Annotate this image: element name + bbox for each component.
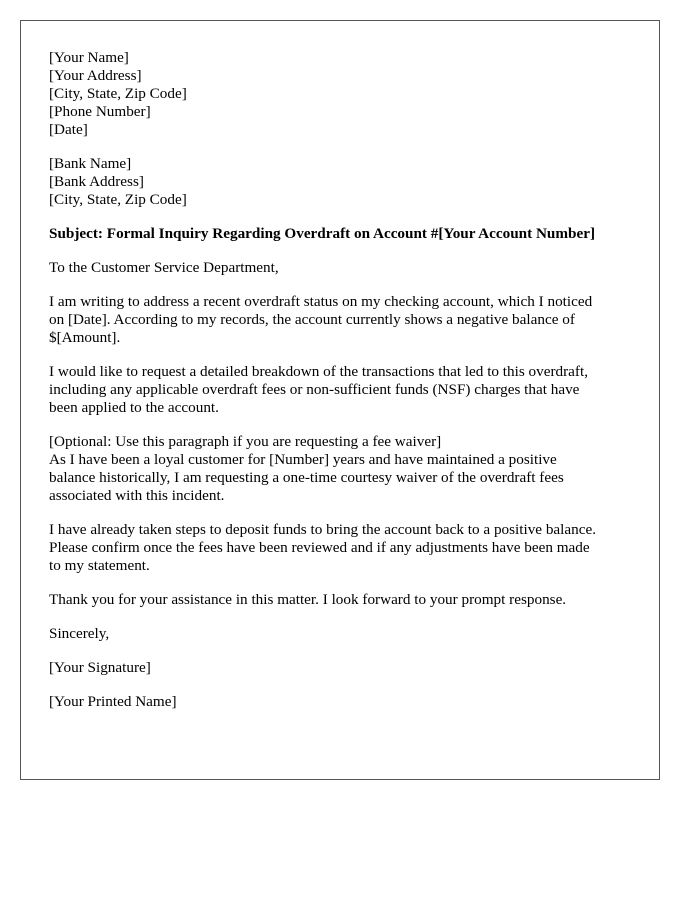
paragraph-line: Please confirm once the fees have been reviewed and if any adjustments have been made <box>49 539 590 556</box>
paragraph-overdraft-notice <box>49 293 639 347</box>
sender-name: [Your Name] <box>49 49 129 66</box>
recipient-block <box>49 155 639 209</box>
paragraph-line: Thank you for your assistance in this matter. I look forward to your prompt response. <box>49 591 567 608</box>
sender-address: [Your Address] <box>49 67 142 84</box>
paragraph-line: balance historically, I am requesting a one-time courtesy waiver of the overdraft fees <box>49 469 564 486</box>
paragraph-line: I would like to request a detailed breakdown of the transactions that led to this overdraft, <box>49 363 588 380</box>
recipient-bank-address: [Bank Address] <box>49 173 144 190</box>
sender-city-state-zip: [City, State, Zip Code] <box>49 85 187 102</box>
paragraph-fee-waiver <box>49 433 639 505</box>
paragraph-line: to my statement. <box>49 557 150 574</box>
paragraph-line: As I have been a loyal customer for [Number] years and have maintained a positive <box>49 451 557 468</box>
paragraph-line: associated with this incident. <box>49 487 225 504</box>
paragraph-line: $[Amount]. <box>49 329 121 346</box>
signature: [Your Signature] <box>49 659 151 676</box>
letter-content <box>49 49 639 727</box>
salutation: To the Customer Service Department, <box>49 259 279 276</box>
paragraph-thanks <box>49 591 639 609</box>
paragraph-line: I have already taken steps to deposit funds to bring the account back to a positive balance. <box>49 521 596 538</box>
paragraph-line: including any applicable overdraft fees or non-sufficient funds (NSF) charges that have <box>49 381 580 398</box>
paragraph-line: been applied to the account. <box>49 399 219 416</box>
recipient-bank-name: [Bank Name] <box>49 155 132 172</box>
printed-name: [Your Printed Name] <box>49 693 177 710</box>
closing: Sincerely, <box>49 625 110 642</box>
subject-line: Subject: Formal Inquiry Regarding Overdraft on Account #[Your Account Number] <box>49 225 596 242</box>
paragraph-line: I am writing to address a recent overdraft status on my checking account, which I noticed <box>49 293 593 310</box>
paragraph-breakdown-request <box>49 363 639 417</box>
paragraph-deposit-confirmation <box>49 521 639 575</box>
sender-block <box>49 49 639 139</box>
letter-date: [Date] <box>49 121 88 138</box>
paragraph-line: on [Date]. According to my records, the account currently shows a negative balance of <box>49 311 575 328</box>
paragraph-line: [Optional: Use this paragraph if you are requesting a fee waiver] <box>49 433 442 450</box>
sender-phone: [Phone Number] <box>49 103 151 120</box>
recipient-city-state-zip: [City, State, Zip Code] <box>49 191 187 208</box>
letter-page <box>20 20 660 780</box>
